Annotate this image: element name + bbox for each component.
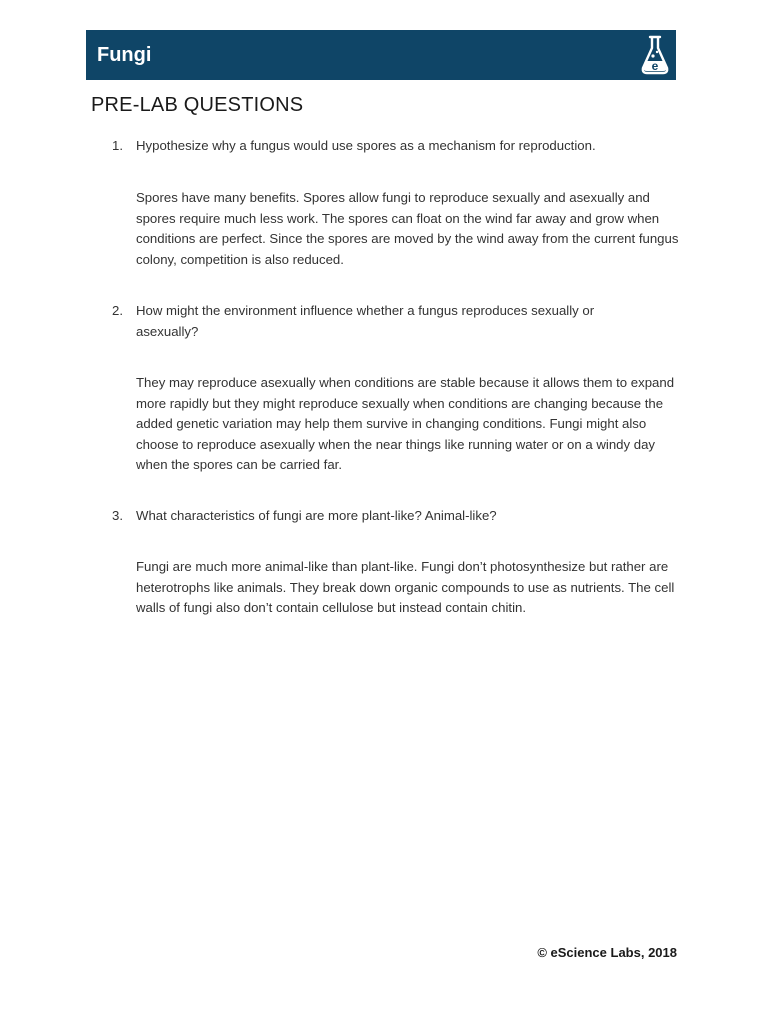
header-title: Fungi — [97, 44, 152, 66]
header-bar — [86, 30, 676, 80]
svg-text:e: e — [651, 59, 659, 73]
section-title: PRE-LAB QUESTIONS — [91, 94, 304, 116]
answer-text: They may reproduce asexually when conditions are stable because it allows them to expand more rapidly but they might reproduce sexually when conditions are changing because the added genetic variation may help them survive in changing conditions. Fungi might also choose to reproduce asexually when the near things like running water or on a windy day when the spores can be carried far. — [136, 375, 675, 473]
answer-text: Fungi are much more animal-like than plant-like. Fungi don’t photosynthesize but rather are heterotrophs like animals. They break down organic compounds to use as nutrients. The cell walls of fungi also don’t contain cellulose but instead contain chitin. — [136, 559, 675, 616]
question-text: What characteristics of fungi are more plant-like? Animal-like? — [136, 508, 497, 523]
flask-e-logo-icon — [638, 34, 672, 76]
copyright-footer: © eScience Labs, 2018 — [537, 945, 677, 960]
question-number: 1. — [112, 138, 123, 153]
question-number: 3. — [112, 508, 123, 523]
answer-text: Spores have many benefits. Spores allow fungi to reproduce sexually and asexually and spores require much less work. The spores can float on the wind far away and grow when conditions are perfect. Since the spores are moved by the wind away from the current fungus colony, competition is also reduced. — [136, 190, 679, 267]
question-text: How might the environment influence whether a fungus reproduces sexually or asexually? — [136, 303, 595, 339]
question-text: Hypothesize why a fungus would use spores as a mechanism for reproduction. — [136, 138, 596, 153]
question-number: 2. — [112, 303, 123, 318]
